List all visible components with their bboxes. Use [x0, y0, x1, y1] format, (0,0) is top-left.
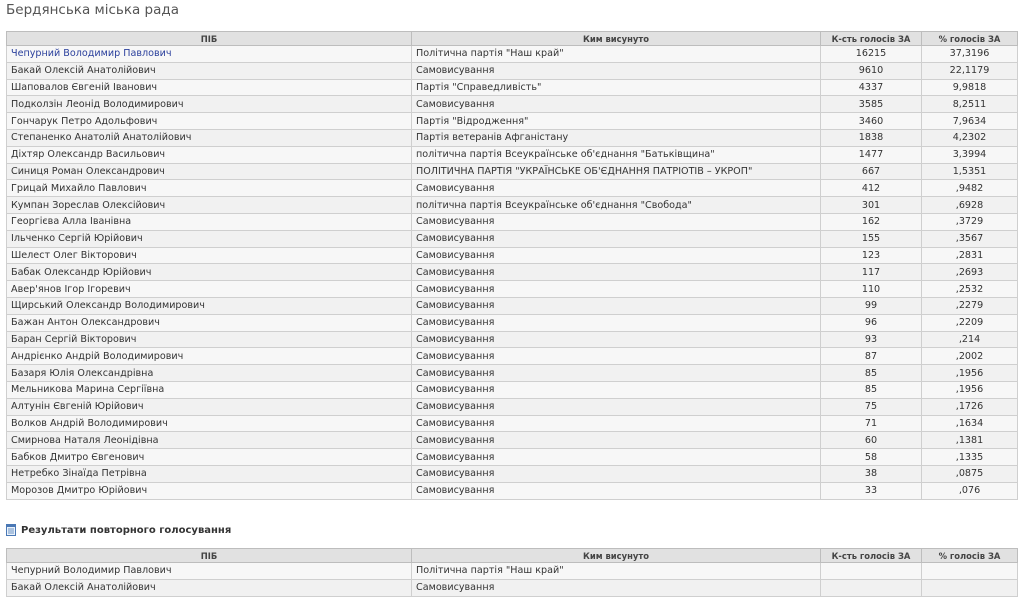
cell-candidate-name: Грицай Михайло Павлович	[7, 180, 412, 197]
cell-nominated-by: Самовисування	[412, 348, 821, 365]
cell-nominated-by: Самовисування	[412, 314, 821, 331]
cell-votes-percent: ,1335	[922, 449, 1018, 466]
cell-candidate-name: Авер'янов Ігор Ігоревич	[7, 281, 412, 298]
repeat-voting-table	[6, 548, 1018, 597]
cell-candidate-name: Андрієнко Андрій Володимирович	[7, 348, 412, 365]
cell-nominated-by: політична партія Всеукраїнське об'єднання "Батьківщина"	[412, 146, 821, 163]
column-header-percent[interactable]: % голосів ЗА	[922, 549, 1018, 563]
table-row	[7, 331, 1018, 348]
column-header-name[interactable]: ПІБ	[7, 549, 412, 563]
table-row	[7, 563, 1018, 580]
cell-candidate-name: Степаненко Анатолій Анатолійович	[7, 129, 412, 146]
cell-nominated-by: Самовисування	[412, 62, 821, 79]
cell-votes-count	[821, 579, 922, 596]
table-row	[7, 415, 1018, 432]
cell-votes-percent: ,1956	[922, 365, 1018, 382]
table-row	[7, 297, 1018, 314]
cell-candidate-name: Діхтяр Олександр Васильович	[7, 146, 412, 163]
cell-votes-percent: ,2279	[922, 297, 1018, 314]
cell-candidate-name	[7, 46, 412, 63]
cell-nominated-by: ПОЛІТИЧНА ПАРТІЯ "УКРАЇНСЬКЕ ОБ'ЄДНАННЯ ПАТРІОТІВ – УКРОП"	[412, 163, 821, 180]
cell-nominated-by: Самовисування	[412, 96, 821, 113]
table-row	[7, 348, 1018, 365]
table-row	[7, 146, 1018, 163]
cell-votes-percent: 37,3196	[922, 46, 1018, 63]
table-row	[7, 113, 1018, 130]
cell-candidate-name: Волков Андрій Володимирович	[7, 415, 412, 432]
cell-votes-percent: ,2209	[922, 314, 1018, 331]
table-row	[7, 230, 1018, 247]
cell-candidate-name: Мельникова Марина Сергіївна	[7, 381, 412, 398]
cell-votes-count: 38	[821, 465, 922, 482]
cell-votes-count: 85	[821, 381, 922, 398]
section-title-text: Результати повторного голосування	[21, 524, 232, 536]
cell-votes-count: 3460	[821, 113, 922, 130]
cell-votes-percent: 8,2511	[922, 96, 1018, 113]
cell-votes-percent: ,9482	[922, 180, 1018, 197]
cell-nominated-by: Самовисування	[412, 398, 821, 415]
cell-votes-count: 3585	[821, 96, 922, 113]
cell-nominated-by: Самовисування	[412, 415, 821, 432]
table-row	[7, 180, 1018, 197]
cell-nominated-by: Самовисування	[412, 482, 821, 499]
cell-candidate-name: Шаповалов Євгеній Іванович	[7, 79, 412, 96]
cell-nominated-by: Самовисування	[412, 297, 821, 314]
cell-candidate-name: Баран Сергій Вікторович	[7, 331, 412, 348]
document-icon	[6, 524, 16, 536]
cell-votes-percent: ,2532	[922, 281, 1018, 298]
cell-votes-count: 60	[821, 432, 922, 449]
table-row	[7, 197, 1018, 214]
column-header-votes[interactable]: К-сть голосів ЗА	[821, 549, 922, 563]
cell-candidate-name: Бабков Дмитро Євгенович	[7, 449, 412, 466]
cell-votes-count: 71	[821, 415, 922, 432]
table-row	[7, 398, 1018, 415]
cell-votes-percent: 22,1179	[922, 62, 1018, 79]
cell-nominated-by: Самовисування	[412, 281, 821, 298]
cell-candidate-name: Морозов Дмитро Юрійович	[7, 482, 412, 499]
cell-nominated-by: Самовисування	[412, 365, 821, 382]
cell-candidate-name: Подколзін Леонід Володимирович	[7, 96, 412, 113]
cell-nominated-by: Самовисування	[412, 381, 821, 398]
cell-votes-count: 96	[821, 314, 922, 331]
column-header-name[interactable]: ПІБ	[7, 32, 412, 46]
cell-votes-percent: ,1956	[922, 381, 1018, 398]
cell-candidate-name: Бабак Олександр Юрійович	[7, 264, 412, 281]
cell-nominated-by: Самовисування	[412, 213, 821, 230]
table-row	[7, 62, 1018, 79]
cell-votes-count	[821, 563, 922, 580]
cell-nominated-by: Самовисування	[412, 230, 821, 247]
cell-votes-percent: ,076	[922, 482, 1018, 499]
table-row	[7, 213, 1018, 230]
cell-nominated-by: Політична партія "Наш край"	[412, 563, 821, 580]
table-row	[7, 432, 1018, 449]
cell-candidate-name: Щирський Олександр Володимирович	[7, 297, 412, 314]
cell-votes-count: 123	[821, 247, 922, 264]
cell-votes-percent: ,6928	[922, 197, 1018, 214]
cell-candidate-name: Шелест Олег Вікторович	[7, 247, 412, 264]
cell-votes-percent: 7,9634	[922, 113, 1018, 130]
cell-candidate-name: Бакай Олексій Анатолійович	[7, 579, 412, 596]
cell-candidate-name: Ільченко Сергій Юрійович	[7, 230, 412, 247]
cell-nominated-by: Самовисування	[412, 465, 821, 482]
cell-votes-percent: 4,2302	[922, 129, 1018, 146]
cell-votes-count: 1838	[821, 129, 922, 146]
cell-candidate-name: Базаря Юлія Олександрівна	[7, 365, 412, 382]
table-row	[7, 79, 1018, 96]
cell-candidate-name: Нетребко Зінаїда Петрівна	[7, 465, 412, 482]
table-row	[7, 579, 1018, 596]
cell-votes-percent: ,1381	[922, 432, 1018, 449]
table-header-row	[7, 32, 1018, 46]
column-header-nominated-by[interactable]: Ким висунуто	[412, 32, 821, 46]
cell-votes-percent: 1,5351	[922, 163, 1018, 180]
cell-votes-count: 58	[821, 449, 922, 466]
cell-votes-percent: ,1726	[922, 398, 1018, 415]
table-row	[7, 381, 1018, 398]
cell-nominated-by: Самовисування	[412, 331, 821, 348]
cell-votes-count: 16215	[821, 46, 922, 63]
cell-votes-count: 93	[821, 331, 922, 348]
cell-votes-count: 4337	[821, 79, 922, 96]
table-row	[7, 465, 1018, 482]
page-title: Бердянська міська рада	[6, 2, 179, 18]
column-header-percent[interactable]: % голосів ЗА	[922, 32, 1018, 46]
cell-votes-percent: ,2002	[922, 348, 1018, 365]
cell-votes-count: 9610	[821, 62, 922, 79]
cell-votes-count: 99	[821, 297, 922, 314]
cell-nominated-by: Політична партія "Наш край"	[412, 46, 821, 63]
cell-candidate-name: Смирнова Наталя Леонідівна	[7, 432, 412, 449]
table-row	[7, 264, 1018, 281]
cell-nominated-by: Самовисування	[412, 264, 821, 281]
table-row	[7, 482, 1018, 499]
column-header-nominated-by[interactable]: Ким висунуто	[412, 549, 821, 563]
cell-votes-count: 85	[821, 365, 922, 382]
cell-nominated-by: Партія ветеранів Афганістану	[412, 129, 821, 146]
cell-votes-count: 667	[821, 163, 922, 180]
results-table	[6, 31, 1018, 500]
candidate-link[interactable]: Чепурний Володимир Павлович	[11, 48, 172, 60]
cell-nominated-by: Самовисування	[412, 432, 821, 449]
cell-candidate-name: Георгієва Алла Іванівна	[7, 213, 412, 230]
cell-candidate-name: Бажан Антон Олександрович	[7, 314, 412, 331]
cell-votes-percent: ,2831	[922, 247, 1018, 264]
cell-votes-count: 33	[821, 482, 922, 499]
column-header-votes[interactable]: К-сть голосів ЗА	[821, 32, 922, 46]
cell-nominated-by: Самовисування	[412, 247, 821, 264]
cell-candidate-name: Кумпан Зореслав Олексійович	[7, 197, 412, 214]
table-row	[7, 163, 1018, 180]
cell-nominated-by: Самовисування	[412, 579, 821, 596]
table-row	[7, 281, 1018, 298]
repeat-voting-section-title	[6, 524, 231, 536]
cell-candidate-name: Алтунін Євгеній Юрійович	[7, 398, 412, 415]
table-row	[7, 449, 1018, 466]
cell-candidate-name: Гончарук Петро Адольфович	[7, 113, 412, 130]
cell-votes-count: 87	[821, 348, 922, 365]
cell-votes-percent: 9,9818	[922, 79, 1018, 96]
table-row	[7, 96, 1018, 113]
cell-nominated-by: Партія "Відродження"	[412, 113, 821, 130]
cell-votes-percent: ,3729	[922, 213, 1018, 230]
cell-nominated-by: Самовисування	[412, 449, 821, 466]
cell-votes-percent: ,0875	[922, 465, 1018, 482]
cell-candidate-name: Бакай Олексій Анатолійович	[7, 62, 412, 79]
cell-nominated-by: політична партія Всеукраїнське об'єднання "Свобода"	[412, 197, 821, 214]
cell-votes-percent: ,3567	[922, 230, 1018, 247]
cell-candidate-name: Чепурний Володимир Павлович	[7, 563, 412, 580]
cell-votes-count: 412	[821, 180, 922, 197]
cell-candidate-name: Синиця Роман Олександрович	[7, 163, 412, 180]
table-row	[7, 247, 1018, 264]
cell-nominated-by: Партія "Справедливість"	[412, 79, 821, 96]
table-row	[7, 129, 1018, 146]
table-header-row	[7, 549, 1018, 563]
cell-votes-count: 162	[821, 213, 922, 230]
cell-votes-count: 117	[821, 264, 922, 281]
cell-votes-count: 1477	[821, 146, 922, 163]
cell-votes-percent: ,2693	[922, 264, 1018, 281]
cell-votes-count: 75	[821, 398, 922, 415]
cell-votes-count: 110	[821, 281, 922, 298]
cell-votes-percent: ,214	[922, 331, 1018, 348]
cell-votes-percent	[922, 563, 1018, 580]
cell-nominated-by: Самовисування	[412, 180, 821, 197]
cell-votes-percent: 3,3994	[922, 146, 1018, 163]
table-row	[7, 46, 1018, 63]
cell-votes-count: 155	[821, 230, 922, 247]
cell-votes-percent: ,1634	[922, 415, 1018, 432]
cell-votes-percent	[922, 579, 1018, 596]
table-row	[7, 314, 1018, 331]
table-row	[7, 365, 1018, 382]
cell-votes-count: 301	[821, 197, 922, 214]
